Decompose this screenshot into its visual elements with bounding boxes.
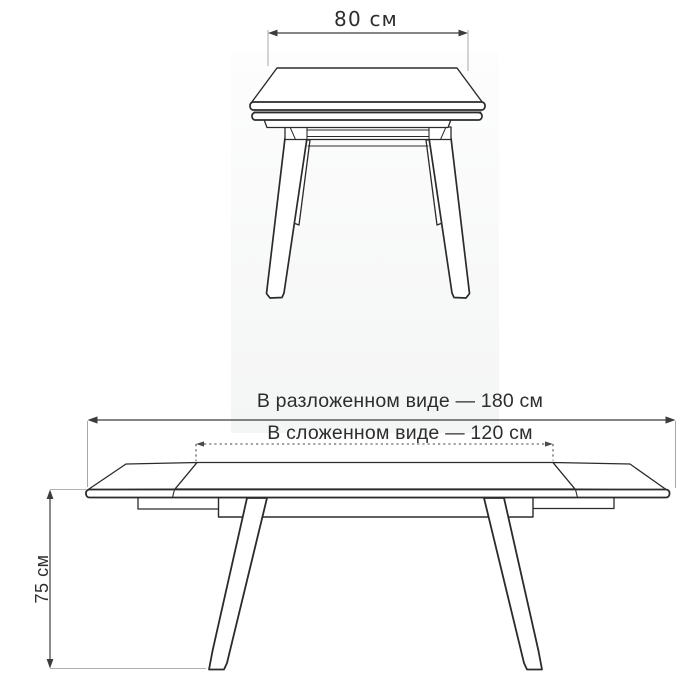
width-dimension-label: 80 см — [334, 7, 398, 31]
height-dimension-75 — [47, 490, 206, 669]
arrowhead-bottom — [47, 659, 54, 669]
side-view-leg-right — [484, 498, 542, 670]
side-view-main-top — [175, 463, 575, 490]
arrowhead-right — [666, 416, 676, 423]
extended-length-dimension-label: В разложенном виде — 180 см — [256, 390, 544, 412]
front-view-tabletop — [252, 68, 483, 103]
arrowhead-top — [47, 490, 54, 500]
folded-length-dimension-label: В сложенном виде — 120 см — [267, 422, 533, 444]
side-view-leg-left — [209, 498, 267, 670]
side-view-drawing — [86, 463, 670, 670]
front-view-top-edge-band — [250, 102, 485, 110]
height-dimension-label: 75 см — [32, 554, 52, 604]
arrowhead-left — [88, 416, 98, 423]
front-view-lower-edge-band — [252, 113, 482, 121]
front-view-underframe — [285, 127, 451, 140]
extension-lines-dotted — [196, 444, 553, 461]
